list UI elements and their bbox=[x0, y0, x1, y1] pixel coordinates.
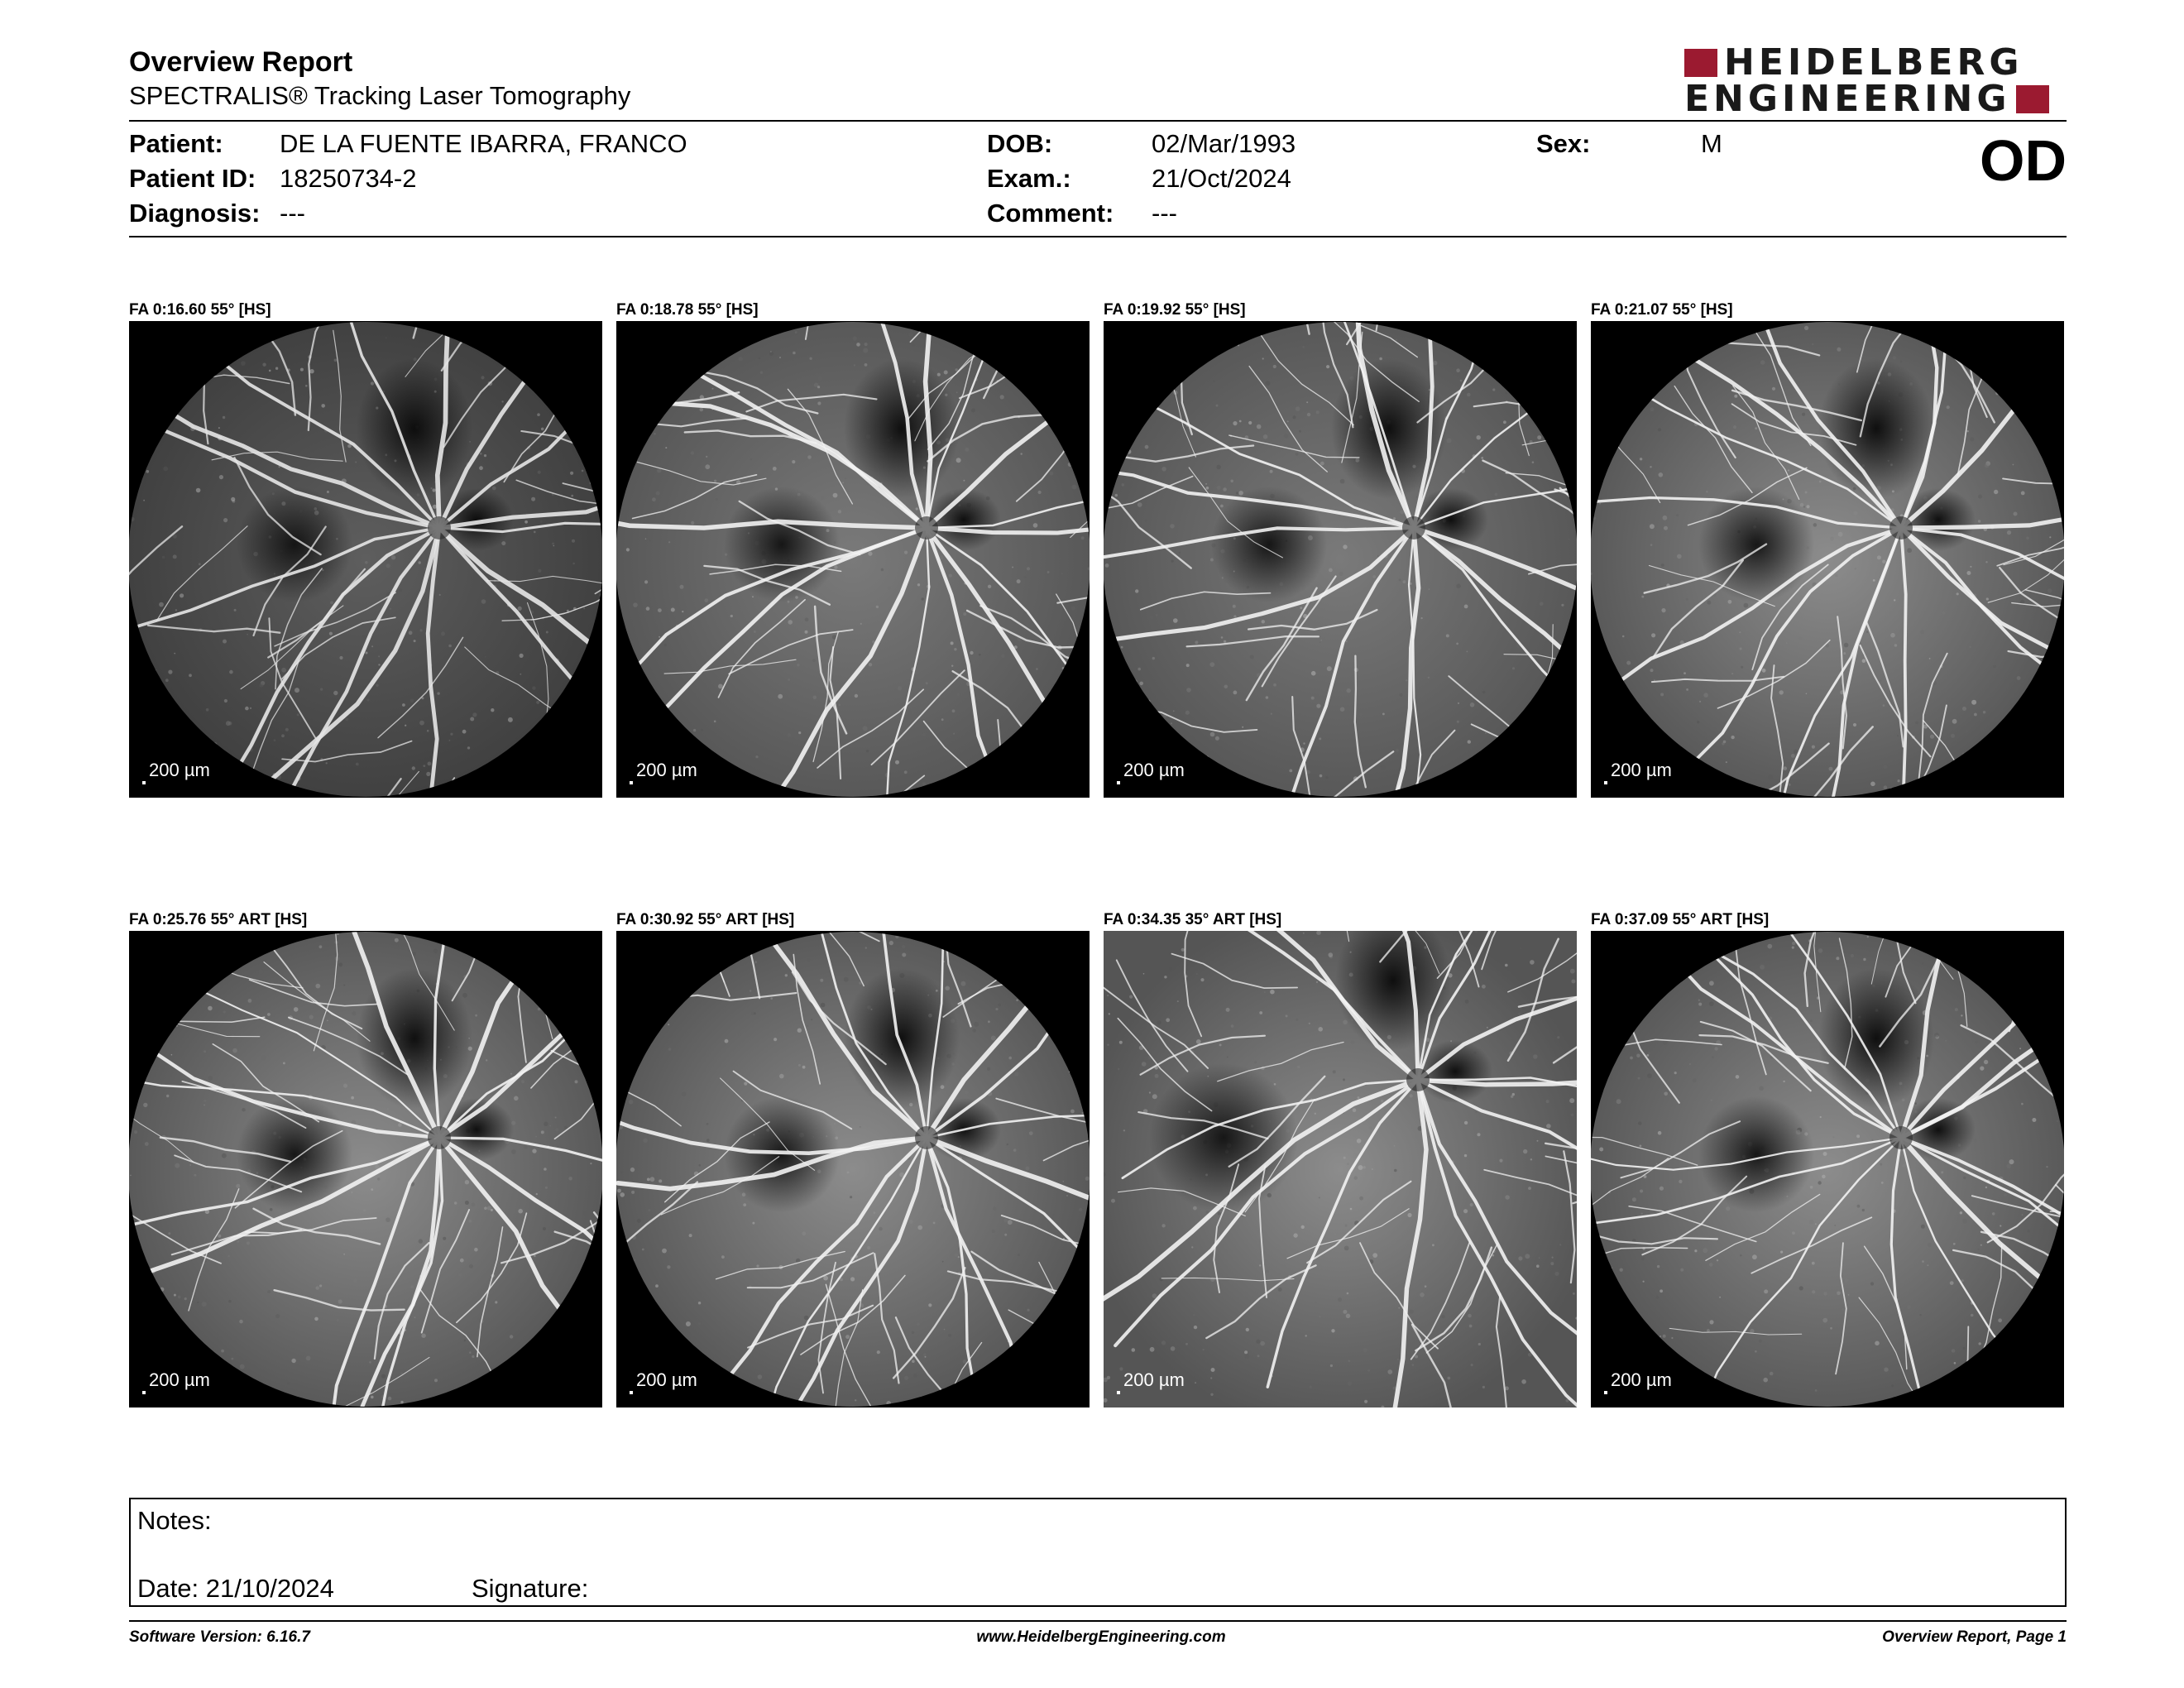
fundus-graphic bbox=[129, 321, 602, 798]
patient-id-value: 18250734-2 bbox=[280, 164, 417, 193]
fundus-graphic bbox=[1591, 321, 2064, 798]
header-divider bbox=[129, 120, 2067, 122]
angiogram-image[interactable] bbox=[1591, 931, 2064, 1407]
logo-line-1: HEIDELBERG bbox=[1724, 41, 2024, 84]
fundus-graphic bbox=[616, 321, 1090, 798]
scale-label: 200 µm bbox=[149, 1369, 210, 1390]
patient-divider bbox=[129, 236, 2067, 237]
dob-label: DOB: bbox=[987, 129, 1053, 158]
eye-label: OD bbox=[1980, 128, 2067, 193]
sex-label: Sex: bbox=[1536, 129, 1591, 158]
angiogram-image[interactable] bbox=[1591, 321, 2064, 798]
image-label: FA 0:34.35 35° ART [HS] bbox=[1104, 911, 1282, 928]
date-label: Date: 21/10/2024 bbox=[137, 1574, 334, 1603]
scale-bar-icon bbox=[1604, 781, 1607, 784]
fundus-graphic bbox=[1591, 931, 2064, 1407]
software-version: Software Version: 6.16.7 bbox=[129, 1628, 310, 1646]
scale-label: 200 µm bbox=[636, 1369, 697, 1390]
scale-bar-icon bbox=[630, 781, 633, 784]
comment-value: --- bbox=[1152, 199, 1177, 228]
scale-bar-icon bbox=[1117, 781, 1120, 784]
angiogram-image[interactable] bbox=[129, 321, 602, 798]
image-label: FA 0:37.09 55° ART [HS] bbox=[1591, 911, 1770, 928]
logo-line-2: ENGINEERING bbox=[1684, 78, 2011, 120]
footer-divider bbox=[129, 1620, 2067, 1622]
diagnosis-value: --- bbox=[280, 199, 305, 228]
angiogram-image[interactable] bbox=[129, 931, 602, 1407]
image-label: FA 0:19.92 55° [HS] bbox=[1104, 301, 1246, 319]
dob-value: 02/Mar/1993 bbox=[1152, 129, 1296, 158]
scale-label: 200 µm bbox=[1611, 760, 1672, 780]
fundus-graphic bbox=[616, 931, 1090, 1407]
patient-id-label: Patient ID: bbox=[129, 164, 256, 193]
heidelberg-logo bbox=[1684, 41, 2067, 120]
image-label: FA 0:21.07 55° [HS] bbox=[1591, 301, 1733, 319]
image-label: FA 0:16.60 55° [HS] bbox=[129, 301, 271, 319]
scale-bar-icon bbox=[142, 1391, 146, 1394]
patient-name: DE LA FUENTE IBARRA, FRANCO bbox=[280, 129, 687, 158]
image-label: FA 0:25.76 55° ART [HS] bbox=[129, 911, 308, 928]
angiogram-image[interactable] bbox=[616, 931, 1090, 1407]
scale-label: 200 µm bbox=[149, 760, 210, 780]
angiogram-image[interactable] bbox=[1104, 931, 1577, 1407]
scale-bar-icon bbox=[630, 1391, 633, 1394]
report-title: Overview Report bbox=[129, 46, 353, 78]
scale-label: 200 µm bbox=[1123, 760, 1185, 780]
scale-label: 200 µm bbox=[1123, 1369, 1185, 1390]
sex-value: M bbox=[1701, 129, 1722, 158]
logo-square-icon bbox=[1684, 49, 1717, 77]
exam-label: Exam.: bbox=[987, 164, 1071, 193]
notes-box[interactable] bbox=[129, 1498, 2067, 1607]
signature-label: Signature: bbox=[472, 1574, 589, 1603]
notes-label: Notes: bbox=[137, 1506, 212, 1535]
exam-value: 21/Oct/2024 bbox=[1152, 164, 1291, 193]
logo-square-icon bbox=[2016, 85, 2049, 113]
scale-label: 200 µm bbox=[1611, 1369, 1672, 1390]
fundus-graphic bbox=[129, 931, 602, 1407]
scale-bar-icon bbox=[1604, 1391, 1607, 1394]
page-number: Overview Report, Page 1 bbox=[1882, 1628, 2067, 1646]
fundus-graphic bbox=[1104, 321, 1577, 798]
website-link[interactable]: www.HeidelbergEngineering.com bbox=[976, 1628, 1226, 1646]
fundus-graphic bbox=[1104, 931, 1577, 1407]
angiogram-image[interactable] bbox=[616, 321, 1090, 798]
comment-label: Comment: bbox=[987, 199, 1114, 228]
diagnosis-label: Diagnosis: bbox=[129, 199, 261, 228]
scale-bar-icon bbox=[142, 781, 146, 784]
scale-bar-icon bbox=[1117, 1391, 1120, 1394]
patient-label: Patient: bbox=[129, 129, 223, 158]
scale-label: 200 µm bbox=[636, 760, 697, 780]
image-label: FA 0:30.92 55° ART [HS] bbox=[616, 911, 795, 928]
angiogram-image[interactable] bbox=[1104, 321, 1577, 798]
report-subtitle: SPECTRALIS® Tracking Laser Tomography bbox=[129, 81, 631, 110]
image-label: FA 0:18.78 55° [HS] bbox=[616, 301, 759, 319]
